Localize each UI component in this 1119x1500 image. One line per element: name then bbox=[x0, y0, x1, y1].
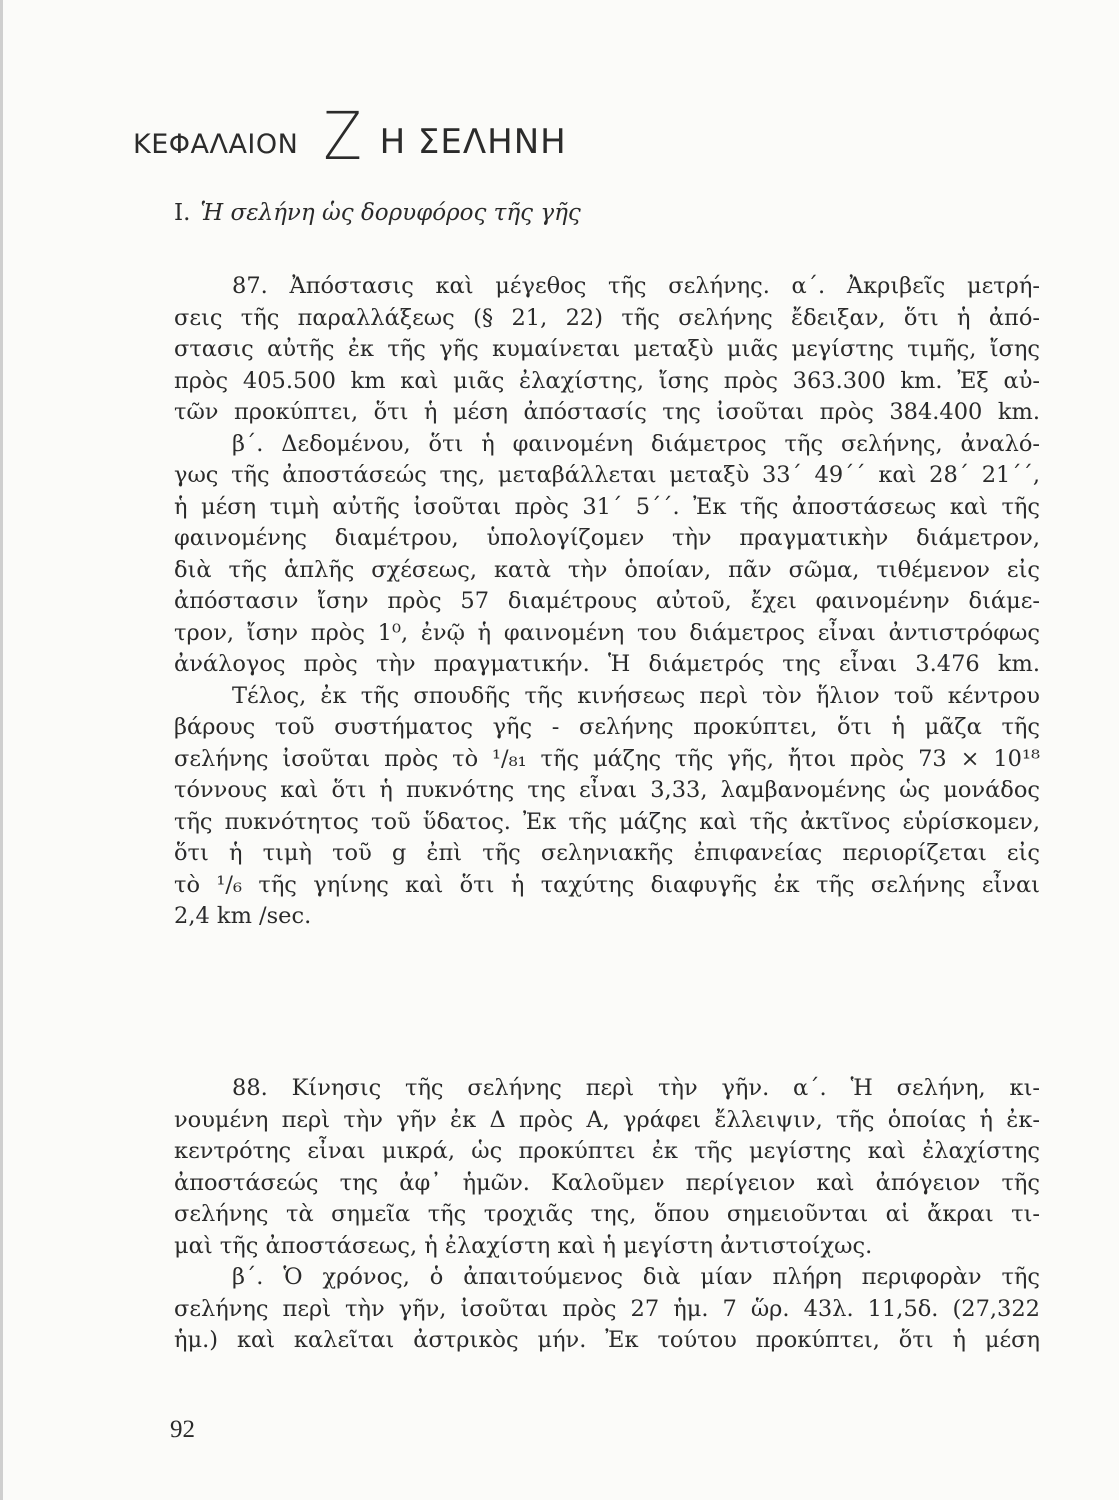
text-line: ἀνάλογος πρὸς τὴν πραγματικήν. Ἡ διάμετρός της εἶναι 3.476 km. bbox=[174, 651, 1040, 677]
text-line: ἀποστάσεώς της ἀφ᾽ ἡμῶν. Καλοῦμεν περίγειον καὶ ἀπόγειον τῆς bbox=[174, 1169, 1040, 1196]
text-line: στασις αὐτῆς ἐκ τῆς γῆς κυμαίνεται μεταξὺ μιᾶς μεγίστης τιμῆς, ἴσης bbox=[174, 336, 1040, 362]
text-line: ἡμ.) καὶ καλεῖται ἀστρικὸς μήν. Ἐκ τούτου προκύπτει, ὅτι ἡ μέση bbox=[174, 1327, 1040, 1353]
text-line: β΄. Δεδομένου, ὅτι ἡ φαινομένη διάμετρος τῆς σελήνης, ἀναλό- bbox=[232, 430, 1040, 457]
paragraph-88 bbox=[174, 1073, 1040, 1357]
text-line: σεις τῆς παραλλάξεως (§ 21, 22) τῆς σελήνης ἔδειξαν, ὅτι ἡ ἀπό- bbox=[174, 304, 1040, 331]
text-line: τὸ ¹/₆ τῆς γηίνης καὶ ὅτι ἡ ταχύτης διαφυγῆς ἐκ τῆς σελήνης εἶναι bbox=[174, 871, 1040, 898]
page-number: 92 bbox=[170, 1416, 195, 1443]
text-line: 88. Κίνησις τῆς σελήνης περὶ τὴν γῆν. α΄. Ἡ σελήνη, κι- bbox=[232, 1075, 1040, 1101]
text-line: κεντρότης εἶναι μικρά, ὡς προκύπτει ἐκ τῆς μεγίστης καὶ ἐλαχίστης bbox=[174, 1138, 1040, 1164]
text-line: φαινομένης διαμέτρου, ὑπολογίζομεν τὴν πραγματικὴν διάμετρον, bbox=[174, 525, 1040, 551]
text-line: τρον, ἴσην πρὸς 1⁰, ἐνῷ ἡ φαινομένη του διάμετρος εἶναι ἀντιστρόφως bbox=[174, 619, 1040, 646]
text-line: Τέλος, ἐκ τῆς σπουδῆς τῆς κινήσεως περὶ τὸν ἥλιον τοῦ κέντρου bbox=[232, 682, 1040, 709]
page-edge bbox=[0, 0, 3, 1500]
text-line: β΄. Ὁ χρόνος, ὁ ἀπαιτούμενος διὰ μίαν πλήρη περιφορὰν τῆς bbox=[232, 1264, 1040, 1290]
text-line: διὰ τῆς ἁπλῆς σχέσεως, κατὰ τὴν ὁποίαν, πᾶν σῶμα, τιθέμενον εἰς bbox=[174, 556, 1040, 583]
text-line: γως τῆς ἀποστάσεώς της, μεταβάλλεται μεταξὺ 33΄ 49΄΄ καὶ 28΄ 21΄΄, bbox=[174, 462, 1040, 488]
text-line: ὅτι ἡ τιμὴ τοῦ g ἐπὶ τῆς σεληνιακῆς ἐπιφανείας περιορίζεται εἰς bbox=[174, 840, 1040, 866]
chapter-letter: Z bbox=[323, 98, 363, 175]
text-line: ἀπόστασιν ἴσην πρὸς 57 διαμέτρους αὐτοῦ, ἔχει φαινομένην διάμε- bbox=[174, 588, 1040, 614]
text-line: βάρους τοῦ συστήματος γῆς - σελήνης προκύπτει, ὅτι ἡ μᾶζα τῆς bbox=[174, 714, 1040, 740]
section-title: Ἡ σελήνη ὡς δορυφόρος τῆς γῆς bbox=[200, 200, 581, 226]
chapter-subject: Η ΣΕΛΗΝΗ bbox=[379, 122, 567, 162]
text-line: σελήνης ἰσοῦται πρὸς τὸ ¹/₈₁ τῆς μάζης τῆς γῆς, ἤτοι πρὸς 73 × 10¹⁸ bbox=[174, 745, 1040, 772]
section-number: I. bbox=[174, 200, 191, 226]
text-line: νουμένη περὶ τὴν γῆν ἐκ Δ πρὸς Α, γράφει ἔλλειψιν, τῆς ὁποίας ἡ ἐκ- bbox=[174, 1106, 1040, 1133]
paragraph-87 bbox=[174, 271, 1040, 933]
text-line: μαὶ τῆς ἀποστάσεως, ἡ ἐλαχίστη καὶ ἡ μεγίστη ἀντιστοίχως. bbox=[174, 1232, 873, 1259]
text-line: τῆς πυκνότητος τοῦ ὕδατος. Ἐκ τῆς μάζης καὶ τῆς ἀκτῖνος εὑρίσκομεν, bbox=[174, 808, 1040, 835]
text-line: ἡ μέση τιμὴ αὐτῆς ἰσοῦται πρὸς 31΄ 5΄΄. Ἐκ τῆς ἀποστάσεως καὶ τῆς bbox=[174, 493, 1040, 520]
text-line: 87. Ἀπόστασις καὶ μέγεθος τῆς σελήνης. α΄. Ἀκριβεῖς μετρή- bbox=[232, 273, 1040, 299]
text-line: σελήνης περὶ τὴν γῆν, ἰσοῦται πρὸς 27 ἡμ. 7 ὥρ. 43λ. 11,5δ. (27,322 bbox=[174, 1295, 1040, 1322]
text-line: τῶν προκύπτει, ὅτι ἡ μέση ἀπόστασίς της ἰσοῦται πρὸς 384.400 km. bbox=[174, 399, 1040, 425]
text-line: 2,4 km /sec. bbox=[174, 903, 312, 929]
text-line: πρὸς 405.500 km καὶ μιᾶς ἐλαχίστης, ἴσης πρὸς 363.300 km. Ἐξ αὐ- bbox=[174, 367, 1040, 394]
chapter-heading bbox=[133, 98, 567, 175]
section-heading bbox=[174, 200, 581, 226]
chapter-word: ΚΕΦΑΛΑΙΟΝ bbox=[133, 129, 299, 160]
text-line: τόννους καὶ ὅτι ἡ πυκνότης της εἶναι 3,33, λαμβανομένης ὡς μονάδος bbox=[174, 777, 1040, 803]
text-line: σελήνης τὰ σημεῖα τῆς τροχιᾶς της, ὅπου σημειοῦνται αἱ ἄκραι τι- bbox=[174, 1201, 1040, 1227]
